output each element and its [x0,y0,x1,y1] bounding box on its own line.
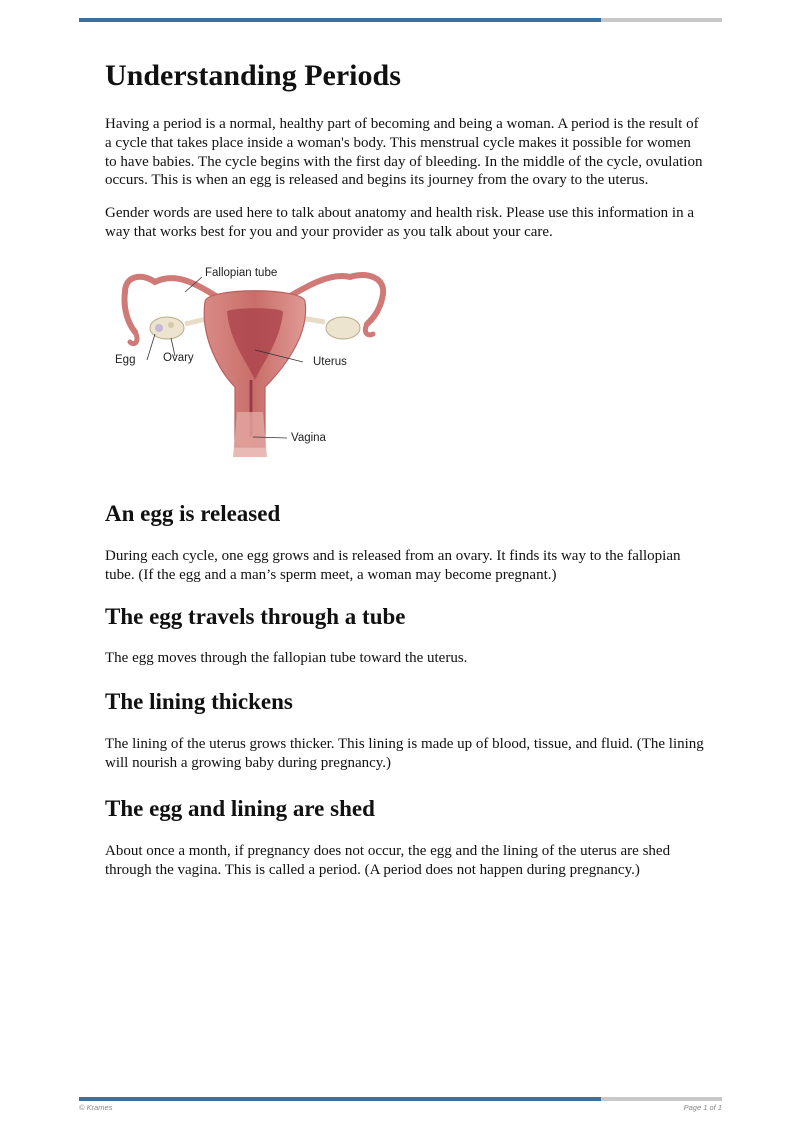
label-fallopian-tube: Fallopian tube [205,266,278,279]
label-uterus: Uterus [313,355,347,368]
section-body: About once a month, if pregnancy does not occur, the egg and the lining of the uterus are shed through the vagina. This is called a period. (A period does not happen during pregnancy.) [105,842,671,878]
label-egg: Egg [115,353,136,366]
section-egg-released [105,499,705,585]
intro-paragraph-2: Gender words are used here to talk about anatomy and health risk. Please use this information in a way that works best for you and your provider as you talk about your care. [105,205,694,240]
page-title: Understanding Periods [105,59,401,92]
uterus-illustration [105,262,405,467]
section-heading: The egg and lining are shed [105,795,375,821]
footer-page-number: Page 1 of 1 [683,1103,722,1112]
section-egg-travels [105,602,705,668]
uterus-diagram-image [105,262,405,467]
label-vagina: Vagina [291,431,326,444]
section-heading: An egg is released [105,500,281,526]
section-heading: The egg travels through a tube [105,604,406,630]
top-progress-bar [79,18,722,22]
intro-paragraph-1: Having a period is a normal, healthy part of becoming and being a woman. A period is the result of a cycle that takes place inside a woman's body. This menstrual cycle makes it possible for women to have babies. The cycle begins with the first day of bleeding. In the middle of the cycle, ovulation occurs. This is when an egg is released and begins its journey from the ovary to the uterus. [105,116,703,189]
section-heading: The lining thickens [105,689,293,715]
bottom-bar-fill [79,1097,601,1101]
section-lining-shed [105,794,705,880]
document-content [105,56,705,879]
label-ovary: Ovary [163,351,194,364]
bottom-progress-bar [79,1097,722,1101]
section-body: The lining of the uterus grows thicker. This lining is made up of blood, tissue, and fluid. (The lining will nourish a growing baby during pregnancy.) [105,736,704,771]
top-bar-fill [79,18,601,22]
footer-copyright: © Krames [79,1103,113,1112]
section-body: During each cycle, one egg grows and is released from an ovary. It finds its way to the fallopian tube. (If the egg and a man’s sperm meet, a woman may become pregnant.) [105,547,681,583]
section-body: The egg moves through the fallopian tube toward the uterus. [105,650,468,667]
section-lining-thickens [105,687,705,773]
